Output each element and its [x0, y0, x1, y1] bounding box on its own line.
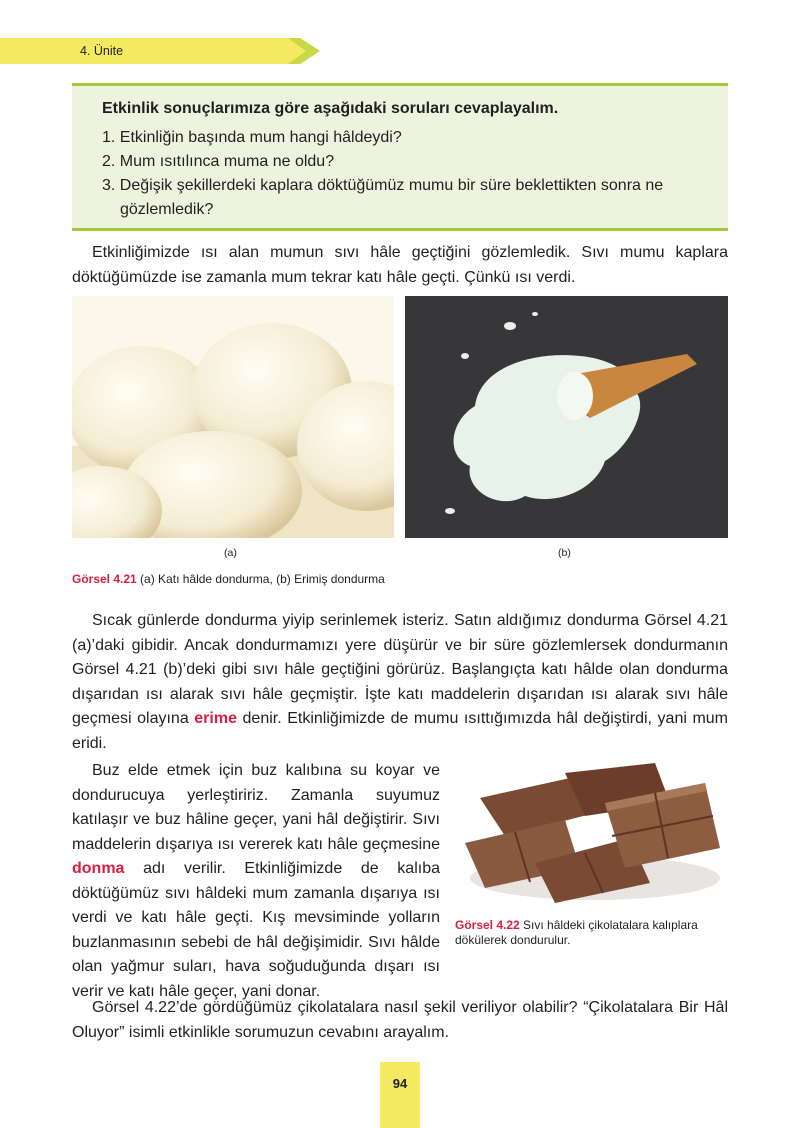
question-3-line1: 3. Değişik şekillerdeki kaplara döktüğümüz mumu bir süre beklettikten sonra ne — [102, 177, 664, 194]
figure-label-a: (a) — [224, 547, 237, 559]
figure-4-21-ref: Görsel 4.21 — [72, 572, 137, 586]
question-1: 1. Etkinliğin başında mum hangi hâldeydi? — [102, 129, 402, 146]
paragraph-2-text-b: denir. Etkinliğimizde de mumu ısıttığımızda hâl değiştirdi, yani mum eridi. — [72, 710, 729, 752]
paragraph-1: Etkinliğimizde ısı alan mumun sıvı hâle geçtiğini gözlemledik. Sıvı mumu kaplara döktüğümüzde ise zamanla mum tekrar katı hâle geçti. Çünkü ısı verdi. — [72, 244, 728, 286]
paragraph-2-text-a: Sıcak günlerde dondurma yiyip serinlemek isteriz. Satın aldığımız dondurma Görsel 4.21 (a)’daki gibidir. Ancak dondurmamızı yere düşürür ve bir süre gözlemlersek dondurmanın Görsel 4.21 (b)’deki gibi sıvı hâle geçtiğini görürüz. Başlangıçta katı hâlde olan dondurma dışarıdan ısı alarak sıvı hâle geçmiştir. İşte katı maddelerin dışarıdan ısı alarak sıvı hâle geçmesi olayına — [72, 612, 728, 727]
figure-4-21-text: (a) Katı hâlde dondurma, (b) Erimiş dondurma — [136, 572, 385, 586]
figure-4-21-caption — [72, 572, 385, 587]
question-3-line2: gözlemledik? — [120, 201, 214, 218]
paragraph-3 — [72, 759, 440, 1004]
photo-solid-ice-cream — [72, 296, 394, 538]
paragraph-3-text-b: adı verilir. Etkinliğimizde de kalıba döktüğümüz sıvı hâldeki mum zamanla dışarıya ısı verdi ve katı hâle geçti. Kış mevsiminde yolların buzlanmasının sebebi de hâl değişimidir. Sıvı hâlde olan yağmur suları, hava soğuduğunda dışarı ısı verir ve katı hâle geçer, yani donar. — [72, 860, 440, 1000]
activity-box — [72, 83, 728, 231]
paragraph-3-text-a: Buz elde etmek için buz kalıbına su koyar ve dondurucuya yerleştiririz. Zamanla suyumuz katılaşır ve buz hâline geçer, yani hâl değiştirir. Sıvı maddelerin dışarıya ısı vererek katı hâle geçmesine — [72, 762, 440, 853]
photo-chocolate — [455, 758, 728, 908]
figure-label-b: (b) — [558, 547, 571, 559]
activity-title: Etkinlik sonuçlarımıza göre aşağıdaki soruları cevaplayalım. — [102, 100, 559, 117]
photo-melted-ice-cream — [405, 296, 728, 538]
unit-label: 4. Ünite — [80, 44, 124, 58]
paragraph-4: Görsel 4.22’de gördüğümüz çikolatalara nasıl şekil veriliyor olabilir? “Çikolatalara Bir Hâl Oluyor” isimli etkinlikle sorumuzun cevabını arayalım. — [72, 999, 728, 1041]
figure-4-22-text: Sıvı hâldeki çikolatalara kalıplara dökülerek dondurulur. — [455, 918, 698, 947]
figure-4-22-caption — [455, 918, 728, 948]
unit-banner — [0, 36, 320, 66]
page-number: 94 — [392, 1076, 408, 1091]
page-number-tab — [380, 1062, 420, 1128]
term-donma: donma — [72, 860, 125, 877]
figure-4-22-ref: Görsel 4.22 — [455, 918, 520, 932]
paragraph-2 — [72, 609, 728, 756]
question-2: 2. Mum ısıtılınca muma ne oldu? — [102, 153, 335, 170]
term-erime: erime — [194, 710, 237, 727]
